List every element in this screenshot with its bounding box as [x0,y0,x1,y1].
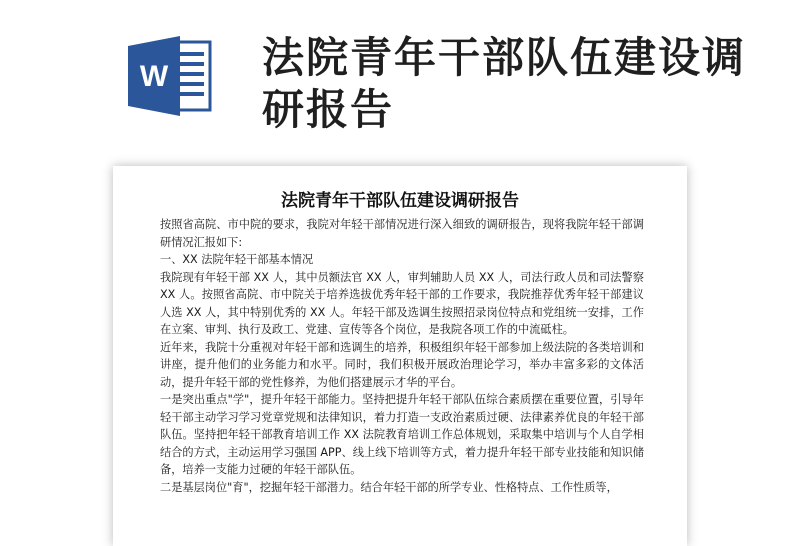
paragraph: 近年来，我院十分重视对年轻干部和选调生的培养，积极组织年轻干部参加上级法院的各类培训和讲座，提升他们的业务能力和水平。同时，我们积极开展政治理论学习，举办丰富多彩的文体活动，提升年轻干部的党性修养，为他们搭建展示才华的平台。 [160,340,644,389]
paragraph: 我院现有年轻干部 XX 人，其中员额法官 XX 人，审判辅助人员 XX 人，司法行政人员和司法警察 XX 人。按照省高院、市中院关于培养选拔优秀年轻干部的工作要求，我院推荐优秀年轻干部建议人选 XX 人，其中特别优秀的 XX 人。年轻干部及选调生按照招录岗位特点和党组统一安排，工作在立案、审判、执行及政工、党建、宣传等各个岗位，是我院各项工作的中流砥柱。 [160,270,644,336]
paragraph: 按照省高院、市中院的要求，我院对年轻干部情况进行深入细致的调研报告，现将我院年轻干部调研情况汇报如下: [160,218,644,249]
word-document-icon [128,36,212,116]
paragraph: 二是基层岗位"育"，挖掘年轻干部潜力。结合年轻干部的所学专业、性格特点、工作性质等， [160,480,618,494]
document-body [160,216,644,496]
document-page [113,166,687,546]
document-title: 法院青年干部队伍建设调研报告 [262,33,747,134]
header [0,0,800,160]
section-heading: 一、XX 法院年轻干部基本情况 [160,253,314,266]
word-icon-letter: W [139,60,169,93]
paragraph: 一是突出重点"学"，提升年轻干部能力。坚持把提升年轻干部队伍综合素质摆在重要位置，引导年轻干部主动学习学习党章党规和法律知识，着力打造一支政治素质过硬、法律素养优良的年轻干部队伍。坚持把年轻干部教育培训工作 XX 法院教育培训工作总体规划，采取集中培训与个人自学相结合的方式，主动运用学习强国 APP、线上线下培训等方式，着力提升年轻干部专业技能和知识储备，培养一支能力过硬的年轻干部队伍。 [160,393,644,476]
page-title: 法院青年干部队伍建设调研报告 [281,191,519,211]
